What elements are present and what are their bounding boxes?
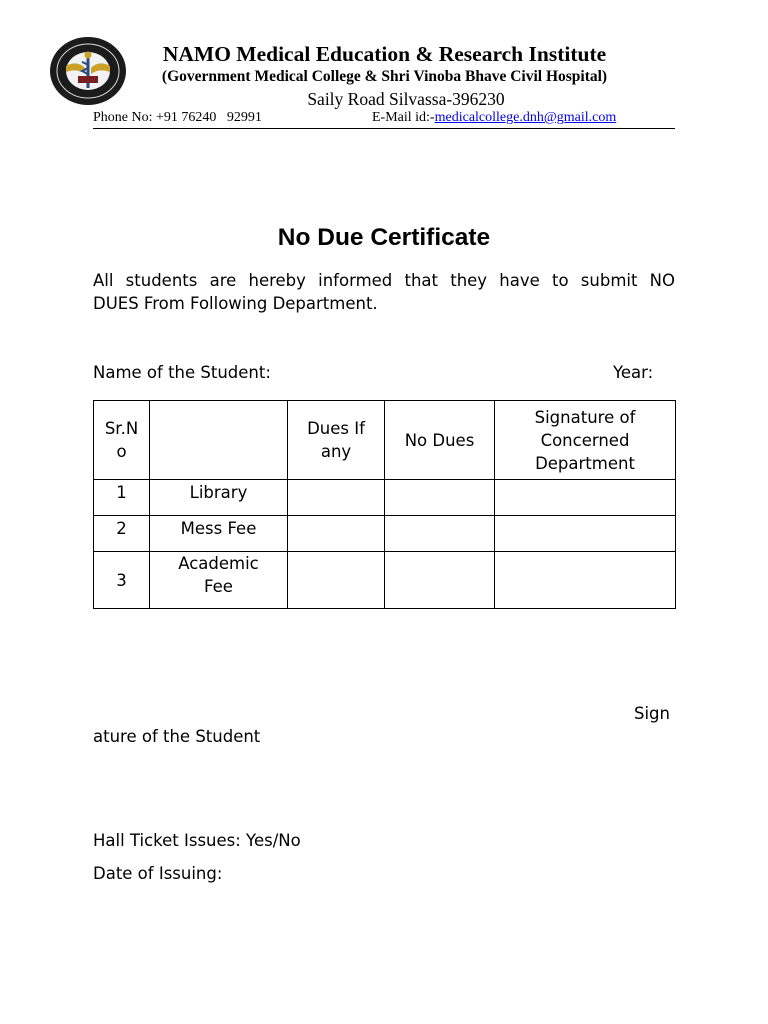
row-dues-cell[interactable] bbox=[288, 480, 385, 516]
row-signature-cell[interactable] bbox=[495, 480, 676, 516]
intro-line-1: All students are hereby informed that they have to submit NO bbox=[93, 271, 675, 290]
row-no-dues-cell[interactable] bbox=[385, 516, 495, 552]
header-divider bbox=[93, 128, 675, 129]
row-item: Library bbox=[150, 480, 288, 516]
dues-table bbox=[93, 400, 676, 609]
row-no-dues-cell[interactable] bbox=[385, 552, 495, 609]
header-dues: Dues If any bbox=[288, 401, 385, 480]
row-dues-cell[interactable] bbox=[288, 552, 385, 609]
row-dues-cell[interactable] bbox=[288, 516, 385, 552]
row-srno: 3 bbox=[94, 552, 150, 609]
document-title: No Due Certificate bbox=[277, 224, 491, 251]
row-srno: 2 bbox=[94, 516, 150, 552]
header-item bbox=[150, 401, 288, 480]
header-no-dues: No Dues bbox=[385, 401, 495, 480]
row-srno: 1 bbox=[94, 480, 150, 516]
row-item: Mess Fee bbox=[150, 516, 288, 552]
hall-ticket-label: Hall Ticket Issues: Yes/No bbox=[93, 831, 301, 850]
year-label: Year: bbox=[613, 363, 654, 382]
table-row bbox=[94, 552, 676, 609]
student-signature-label-part1: Sign bbox=[634, 704, 670, 723]
phone-number: Phone No: +91 76240 92991 bbox=[93, 110, 262, 125]
intro-paragraph bbox=[93, 269, 675, 315]
header-srno: Sr.N o bbox=[94, 401, 150, 480]
institute-name: NAMO Medical Education & Research Institute bbox=[162, 42, 607, 66]
institute-address: Saily Road Silvassa-396230 bbox=[307, 89, 505, 109]
student-name-label: Name of the Student: bbox=[93, 363, 271, 382]
table-row bbox=[94, 480, 676, 516]
header-signature: Signature of Concerned Department bbox=[495, 401, 676, 480]
student-signature-label-part2: ature of the Student bbox=[93, 727, 261, 746]
email-line bbox=[372, 110, 616, 126]
row-item: Academic Fee bbox=[150, 552, 288, 609]
intro-line-2: DUES From Following Department. bbox=[93, 294, 378, 313]
table-row bbox=[94, 516, 676, 552]
date-of-issuing-label: Date of Issuing: bbox=[93, 864, 223, 883]
institute-subtitle: (Government Medical College & Shri Vinoba Bhave Civil Hospital) bbox=[161, 68, 608, 85]
email-link[interactable]: medicalcollege.dnh@gmail.com bbox=[434, 110, 617, 125]
row-no-dues-cell[interactable] bbox=[385, 480, 495, 516]
email-label: E-Mail id:- bbox=[372, 110, 435, 125]
row-signature-cell[interactable] bbox=[495, 552, 676, 609]
table-header-row bbox=[94, 401, 676, 480]
row-signature-cell[interactable] bbox=[495, 516, 676, 552]
